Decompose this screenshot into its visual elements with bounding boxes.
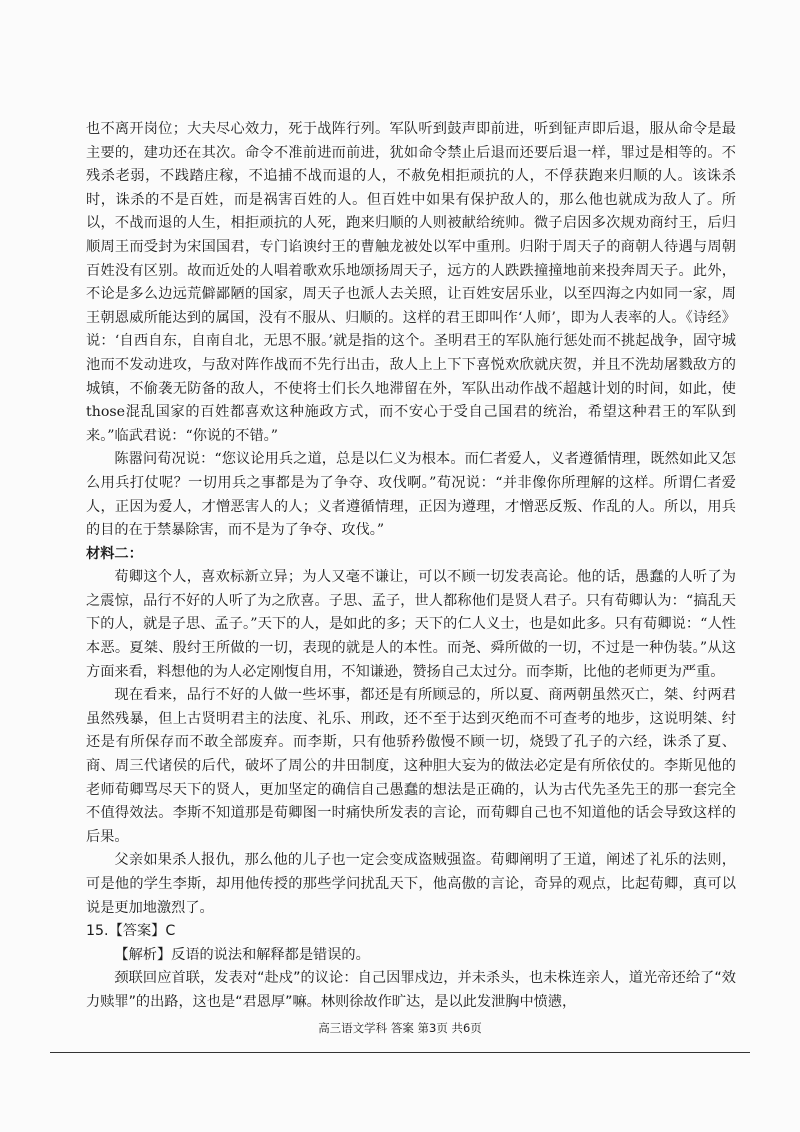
translation-paragraph-4: 现在看来，品行不好的人做一些坏事，都还是有所顾忌的，所以夏、商两朝虽然灭亡，桀、纣两君虽然残暴，但上古贤明君主的法度、礼乐、刑政，还不至于达到灭绝而不可查考的地步，这说明桀、纣还是有所保存而不敢全部废弃。而李斯，只有他骄矜傲慢不顾一切，烧毁了孔子的六经，诛杀了夏、商、周三代诸侯的后代，破坏了周公的井田制度，这种胆大妄为的做法必定是有所依仗的。李斯见他的老师荀卿骂尽天下的贤人，更加坚定的确信自己愚蠢的想法是正确的，认为古代先圣先王的那一套完全不值得效法。李斯不知道那是荀卿图一时痛快所发表的言论，而荀卿自己也不知道他的话会导致这样的后果。 [86, 687, 736, 845]
translation-paragraph-1: 也不离开岗位；大夫尽心效力，死于战阵行列。军队听到鼓声即前进，听到钲声即后退，服从命令是最主要的，建功还在其次。命令不准前进而前进，犹如命令禁止后退而还要后退一样，罪过是相等的。不残杀老弱，不践踏庄稼，不追捕不战而退的人，不赦免相拒顽抗的人，不俘获跑来归顺的人。该诛杀时，诛杀的不是百姓，而是祸害百姓的人。但百姓中如果有保护敌人的，那么他也就成为敌人了。所以，不战而退的人生，相拒顽抗的人死，跑来归顺的人则被献给统帅。微子启因多次规劝商纣王，后归顺周王而受封为宋国国君，专门谄谀纣王的曹触龙被处以军中重刑。归附于周天子的商朝人待遇与周朝百姓没有区别。故而近处的人唱着歌欢乐地颂扬周天子，远方的人跌跌撞撞地前来投奔周天子。此外，不论是多么边远荒僻鄙陋的国家，周天子也派人去关照，让百姓安居乐业，以至四海之内如同一家，周王朝恩威所能达到的属国，没有不服从、归顺的。这样的君王即叫作‘人师’，即为人表率的人。《诗经》说：‘自西自东，自南自北，无思不服。’就是指的这个。圣明君王的军队施行惩处而不挑起战争，固守城池而不发动进攻，与敌对阵作战而不先行出击，敌人上上下下喜悦欢欣就庆贺，并且不洗劫屠戮敌方的城镇，不偷袭无防备的敌人，不使将士们长久地滞留在外，军队出动作战不超越计划的时间，如此，使those混乱国家的百姓都喜欢这种施政方式，而不安心于受自己国君的统治，希望这种君王的军队到来。”临武君说：“你说的不错。” [86, 121, 736, 444]
footer-divider-line [50, 1052, 750, 1053]
question-15-analysis: 【解析】反语的说法和解释都是错误的。 [114, 946, 370, 963]
answer-key-body [86, 118, 736, 1015]
question-15-answer: 15.【答案】C [86, 923, 176, 940]
translation-paragraph-5: 父亲如果杀人报仇，那么他的儿子也一定会变成盗贼强盗。荀卿阐明了王道，阐述了礼乐的法则，可是他的学生李斯，却用他传授的那些学问扰乱天下，他高傲的言论，奇异的观点，比起荀卿，真可以说是更加地激烈了。 [86, 852, 736, 916]
page-footer: 高三语文学科 答案 第3页 共6页 [318, 1021, 482, 1035]
material-two-heading: 材料二： [86, 545, 143, 562]
question-15-detail: 颈联回应首联，发表对“赴戍”的议论：自己因罪戍边，并未杀头，也未株连亲人，道光帝还给了“效力赎罪”的出路，这也是“君恩厚”嘛。林则徐故作旷达，是以此发泄胸中愤懑， [86, 970, 736, 1010]
translation-paragraph-2: 陈嚣问荀况说：“您议论用兵之道，总是以仁义为根本。而仁者爱人，义者遵循情理，既然如此又怎么用兵打仗呢？一切用兵之事都是为了争夺、攻伐啊。”荀况说：“并非像你所理解的这样。所谓仁者爱人，正因为爱人，才憎恶害人的人；义者遵循情理，正因为遵理，才憎恶反叛、作乱的人。所以，用兵的目的在于禁暴除害，而不是为了争夺、攻伐。” [86, 451, 736, 539]
translation-paragraph-3: 荀卿这个人，喜欢标新立异；为人又毫不谦让，可以不顾一切发表高论。他的话，愚蠢的人听了为之震惊，品行不好的人听了为之欣喜。子思、孟子，世人都称他们是贤人君子。只有荀卿认为：“搞乱天下的人，就是子思、孟子。”天下的人，是如此的多；天下的仁人义士，也是如此多。只有荀卿说：“人性本恶。夏桀、殷纣王所做的一切，表现的就是人的本性。而尧、舜所做的一切，不过是一种伪装。”从这方面来看，料想他的为人必定刚愎自用，不知谦逊，赞扬自己太过分。而李斯，比他的老师更为严重。 [86, 569, 736, 680]
